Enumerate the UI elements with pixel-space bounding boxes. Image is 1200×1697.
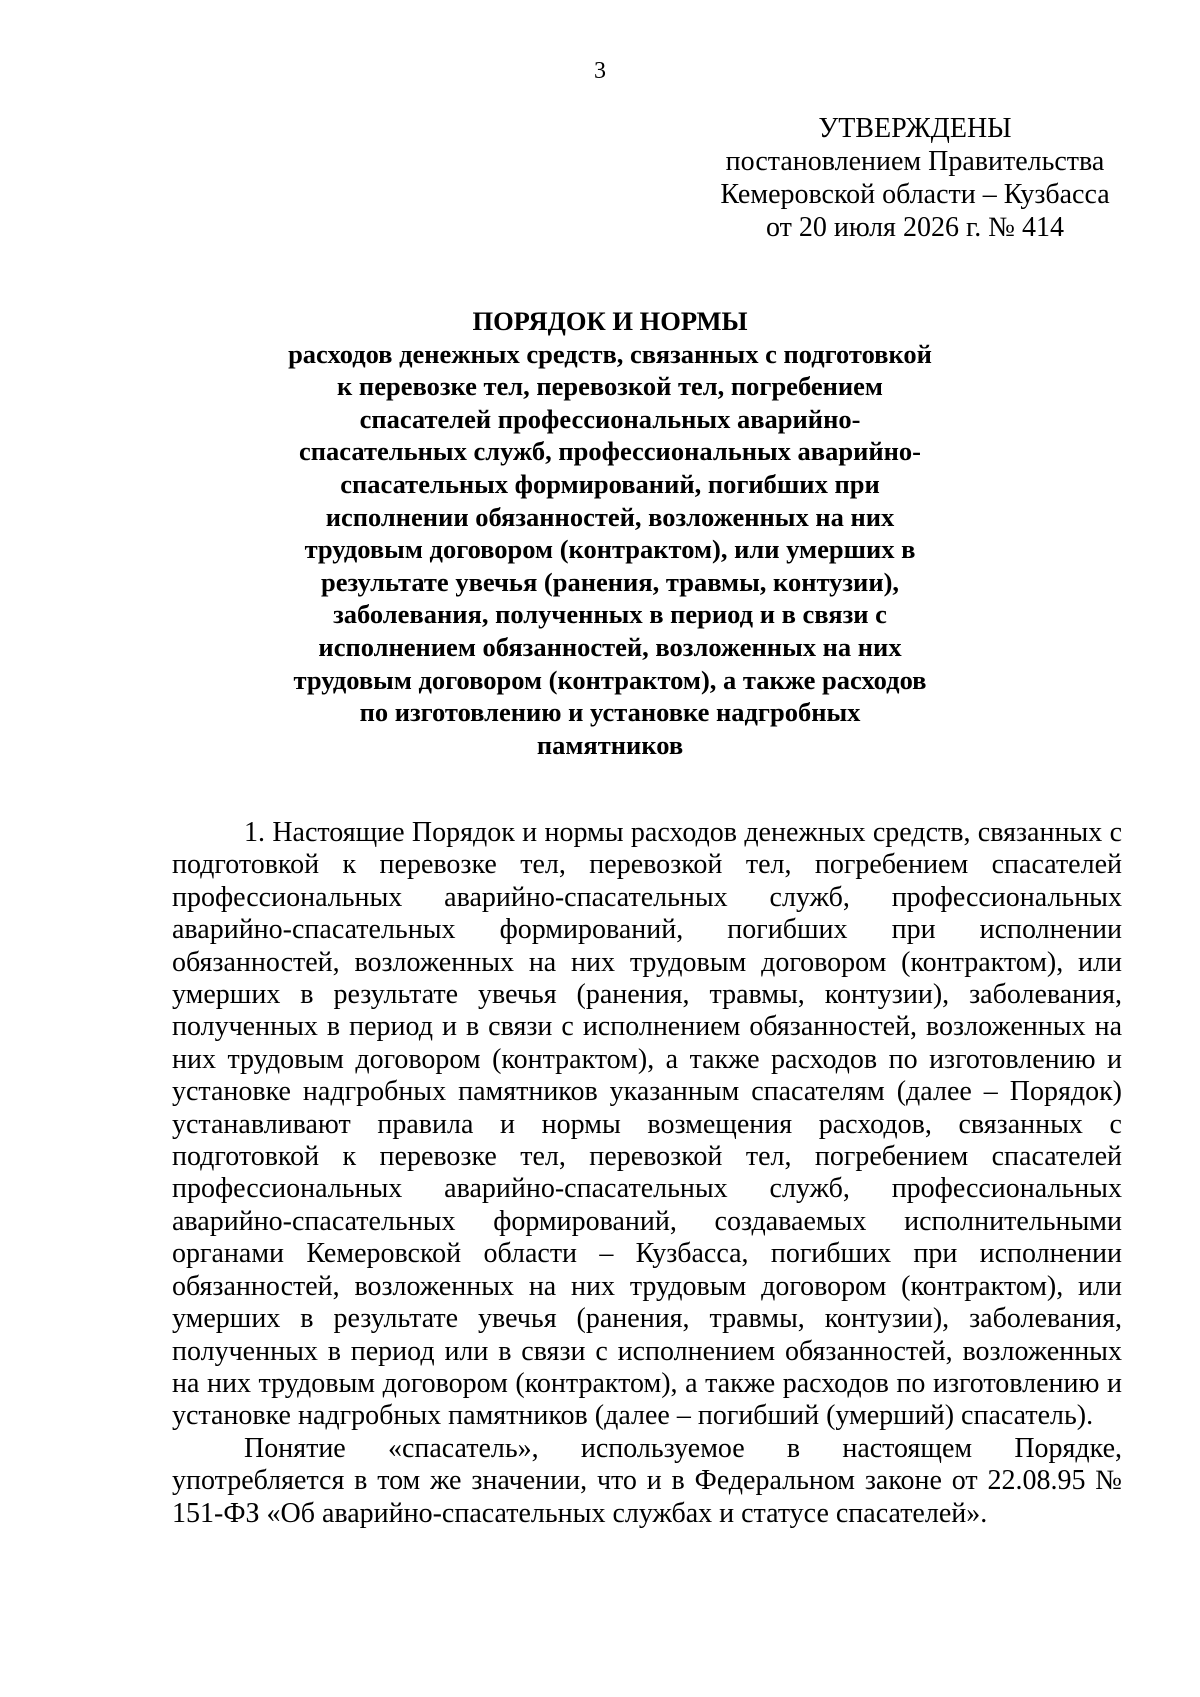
document-body <box>172 817 1122 1530</box>
approval-stamp <box>700 112 1130 244</box>
title-heading: ПОРЯДОК И НОРМЫ <box>472 306 748 336</box>
title-line: памятников <box>536 729 684 760</box>
title-line: спасательных служб, профессиональных аварийно- <box>299 436 921 467</box>
title-line: по изготовлению и установке надгробных <box>359 697 861 728</box>
title-line: трудовым договором (контрактом), а также расходов <box>293 664 927 695</box>
title-line: к перевозке тел, перевозкой тел, погребением <box>337 371 883 402</box>
approval-line: от 20 июля 2026 г. № 414 <box>766 212 1064 243</box>
title-line: расходов денежных средств, связанных с подготовкой <box>288 338 932 369</box>
title-line: исполнением обязанностей, возложенных на них <box>318 631 902 662</box>
approval-line: Кемеровской области – Кузбасса <box>720 179 1110 210</box>
title-line: заболевания, полученных в период и в связи с <box>333 599 887 630</box>
body-paragraph: 1. Настоящие Порядок и нормы расходов денежных средств, связанных с подготовкой к перевозке тел, перевозкой тел, погребением спасателей профессиональных аварийно-спасательных служб, профессиональных аварийно-спасательных формирований, погибших при исполнении обязанностей, возложенных на них трудовым договором (контрактом), или умерших в результате увечья (ранения, травмы, контузии), заболевания, полученных в период и в связи с исполнением обязанностей, возложенных на них трудовым договором (контрактом), а также расходов по изготовлению и установке надгробных памятников указанным спасателям (далее – Порядок) устанавливают правила и нормы возмещения расходов, связанных с подготовкой к перевозке тел, перевозкой тел, погребением спасателей профессиональных аварийно-спасательных служб, профессиональных аварийно-спасательных формирований, создаваемых исполнительными органами Кемеровской области – Кузбасса, погибших при исполнении обязанностей, возложенных на них трудовым договором (контрактом), или умерших в результате увечья (ранения, травмы, контузии), заболевания, полученных в период или в связи с исполнением обязанностей, возложенных на них трудовым договором (контрактом), а также расходов по изготовлению и установке надгробных памятников (далее – погибший (умерший) спасатель). <box>172 817 1122 1432</box>
body-paragraph: Понятие «спасатель», используемое в настоящем Порядке, употребляется в том же значении, что и в Федеральном законе от 22.08.95 № 151-ФЗ «Об аварийно-спасательных службах и статусе спасателей». <box>172 1432 1122 1529</box>
document-title <box>250 305 970 761</box>
title-line: трудовым договором (контрактом), или умерших в <box>304 534 916 565</box>
title-line: результате увечья (ранения, травмы, контузии), <box>320 566 900 597</box>
approval-line: постановлением Правительства <box>725 146 1105 177</box>
title-line: исполнении обязанностей, возложенных на них <box>325 501 895 532</box>
title-line: спасательных формирований, погибших при <box>340 468 880 499</box>
approval-line: УТВЕРЖДЕНЫ <box>818 113 1012 144</box>
page-number: 3 <box>594 58 606 84</box>
title-line: спасателей профессиональных аварийно- <box>359 403 861 434</box>
